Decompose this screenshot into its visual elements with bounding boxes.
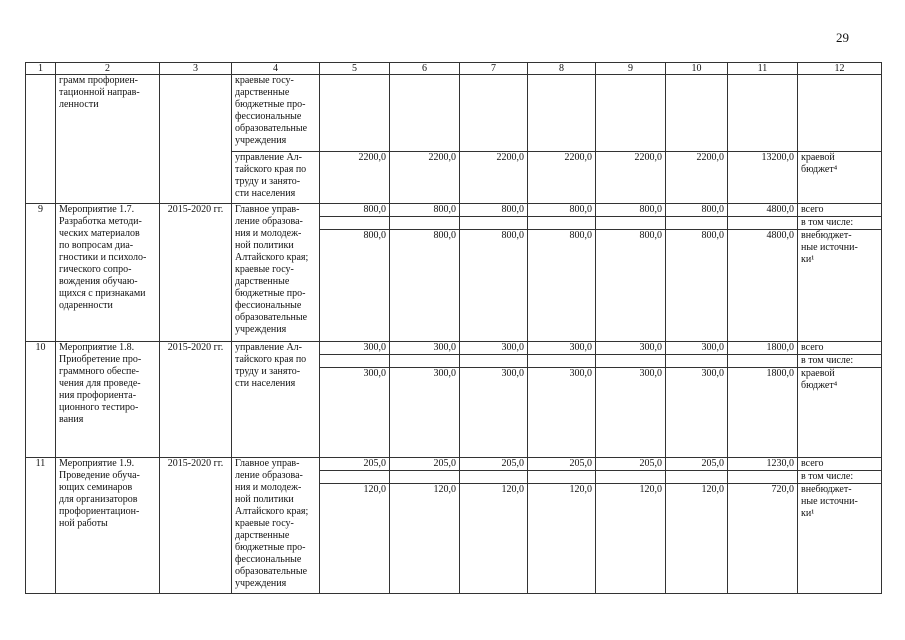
value-cell: 300,0 xyxy=(460,342,528,355)
period: 2015-2020 гг. xyxy=(160,342,232,458)
col-header: 3 xyxy=(160,63,232,75)
value-cell: 800,0 xyxy=(528,204,596,217)
col-header: 11 xyxy=(728,63,798,75)
value-cell: 205,0 xyxy=(460,458,528,471)
col-header: 9 xyxy=(596,63,666,75)
value-cell: 2200,0 xyxy=(666,152,728,204)
funding-source: всего xyxy=(798,458,882,471)
column-number-row xyxy=(26,63,882,75)
col-header: 12 xyxy=(798,63,882,75)
funding-source: внебюджет- ные источни- ки¹ xyxy=(798,484,882,594)
value-cell: 300,0 xyxy=(528,342,596,355)
col-header: 10 xyxy=(666,63,728,75)
value-cell: 13200,0 xyxy=(728,152,798,204)
funding-source: в том числе: xyxy=(798,471,882,484)
value-cell: 800,0 xyxy=(390,230,460,342)
value-cell: 800,0 xyxy=(596,230,666,342)
executor: управление Ал- тайского края по труду и занято- сти населения xyxy=(232,152,320,204)
value-cell: 205,0 xyxy=(596,458,666,471)
activity-name: Мероприятие 1.9. Проведение обуча- ющих семинаров для организаторов профориентацион- ной работы xyxy=(56,458,160,594)
value-cell: 120,0 xyxy=(320,484,390,594)
value-cell: 2200,0 xyxy=(390,152,460,204)
value-cell: 1800,0 xyxy=(728,342,798,355)
funding-source: всего xyxy=(798,204,882,217)
value-cell: 300,0 xyxy=(390,342,460,355)
value-cell: 2200,0 xyxy=(320,152,390,204)
col-header: 6 xyxy=(390,63,460,75)
row-number: 11 xyxy=(26,458,56,594)
table-row xyxy=(26,342,882,355)
funding-source: в том числе: xyxy=(798,355,882,368)
col-header: 7 xyxy=(460,63,528,75)
table-row xyxy=(26,204,882,217)
value-cell: 800,0 xyxy=(460,204,528,217)
program-activities-table xyxy=(25,62,882,594)
value-cell: 800,0 xyxy=(460,230,528,342)
funding-source: всего xyxy=(798,342,882,355)
value-cell: 2200,0 xyxy=(460,152,528,204)
value-cell: 120,0 xyxy=(596,484,666,594)
funding-source: краевой бюджет⁴ xyxy=(798,152,882,204)
value-cell: 300,0 xyxy=(596,368,666,458)
value-cell: 1800,0 xyxy=(728,368,798,458)
value-cell: 205,0 xyxy=(666,458,728,471)
executor: управление Ал- тайского края по труду и занято- сти населения xyxy=(232,342,320,458)
value-cell: 300,0 xyxy=(320,368,390,458)
executor: краевые госу- дарственные бюджетные про- фессиональные образовательные учреждения xyxy=(232,75,320,152)
table-row xyxy=(26,75,882,152)
col-header: 2 xyxy=(56,63,160,75)
value-cell: 300,0 xyxy=(320,342,390,355)
col-header: 8 xyxy=(528,63,596,75)
executor: Главное управ- ление образова- ния и молодеж- ной политики Алтайского края; краевые госу- дарственные бюджетные про- фессиональные образовательные учреждения xyxy=(232,458,320,594)
value-cell: 300,0 xyxy=(666,342,728,355)
executor: Главное управ- ление образова- ния и молодеж- ной политики Алтайского края; краевые госу- дарственные бюджетные про- фессиональные образовательные учреждения xyxy=(232,204,320,342)
value-cell: 300,0 xyxy=(390,368,460,458)
value-cell: 300,0 xyxy=(666,368,728,458)
value-cell: 720,0 xyxy=(728,484,798,594)
value-cell: 205,0 xyxy=(320,458,390,471)
row-number: 9 xyxy=(26,204,56,342)
funding-source: краевой бюджет⁴ xyxy=(798,368,882,458)
value-cell: 120,0 xyxy=(390,484,460,594)
value-cell: 800,0 xyxy=(390,204,460,217)
value-cell: 800,0 xyxy=(320,204,390,217)
value-cell: 120,0 xyxy=(528,484,596,594)
col-header: 4 xyxy=(232,63,320,75)
value-cell: 120,0 xyxy=(460,484,528,594)
activity-name: Мероприятие 1.7. Разработка методи- ческих материалов по вопросам диа- гностики и психоло- гического сопро- вождения обучаю- щихся с признаками одаренности xyxy=(56,204,160,342)
value-cell: 300,0 xyxy=(596,342,666,355)
value-cell: 120,0 xyxy=(666,484,728,594)
table-row xyxy=(26,458,882,471)
value-cell: 800,0 xyxy=(666,230,728,342)
value-cell: 800,0 xyxy=(528,230,596,342)
value-cell: 800,0 xyxy=(320,230,390,342)
col-header: 1 xyxy=(26,63,56,75)
value-cell: 205,0 xyxy=(390,458,460,471)
activity-name: грамм профориен- тационной направ- ленности xyxy=(56,75,160,204)
funding-source: внебюджет- ные источни- ки¹ xyxy=(798,230,882,342)
value-cell: 300,0 xyxy=(528,368,596,458)
funding-source: в том числе: xyxy=(798,217,882,230)
value-cell: 800,0 xyxy=(666,204,728,217)
activity-name: Мероприятие 1.8. Приобретение про- граммного обеспе- чения для проведе- ния профориента- ционного тестиро- вания xyxy=(56,342,160,458)
row-number: 10 xyxy=(26,342,56,458)
value-cell: 300,0 xyxy=(460,368,528,458)
value-cell: 4800,0 xyxy=(728,204,798,217)
period: 2015-2020 гг. xyxy=(160,204,232,342)
value-cell: 800,0 xyxy=(596,204,666,217)
value-cell: 4800,0 xyxy=(728,230,798,342)
value-cell: 2200,0 xyxy=(596,152,666,204)
value-cell: 2200,0 xyxy=(528,152,596,204)
col-header: 5 xyxy=(320,63,390,75)
value-cell: 1230,0 xyxy=(728,458,798,471)
page-number: 29 xyxy=(836,30,849,45)
value-cell: 205,0 xyxy=(528,458,596,471)
period: 2015-2020 гг. xyxy=(160,458,232,594)
